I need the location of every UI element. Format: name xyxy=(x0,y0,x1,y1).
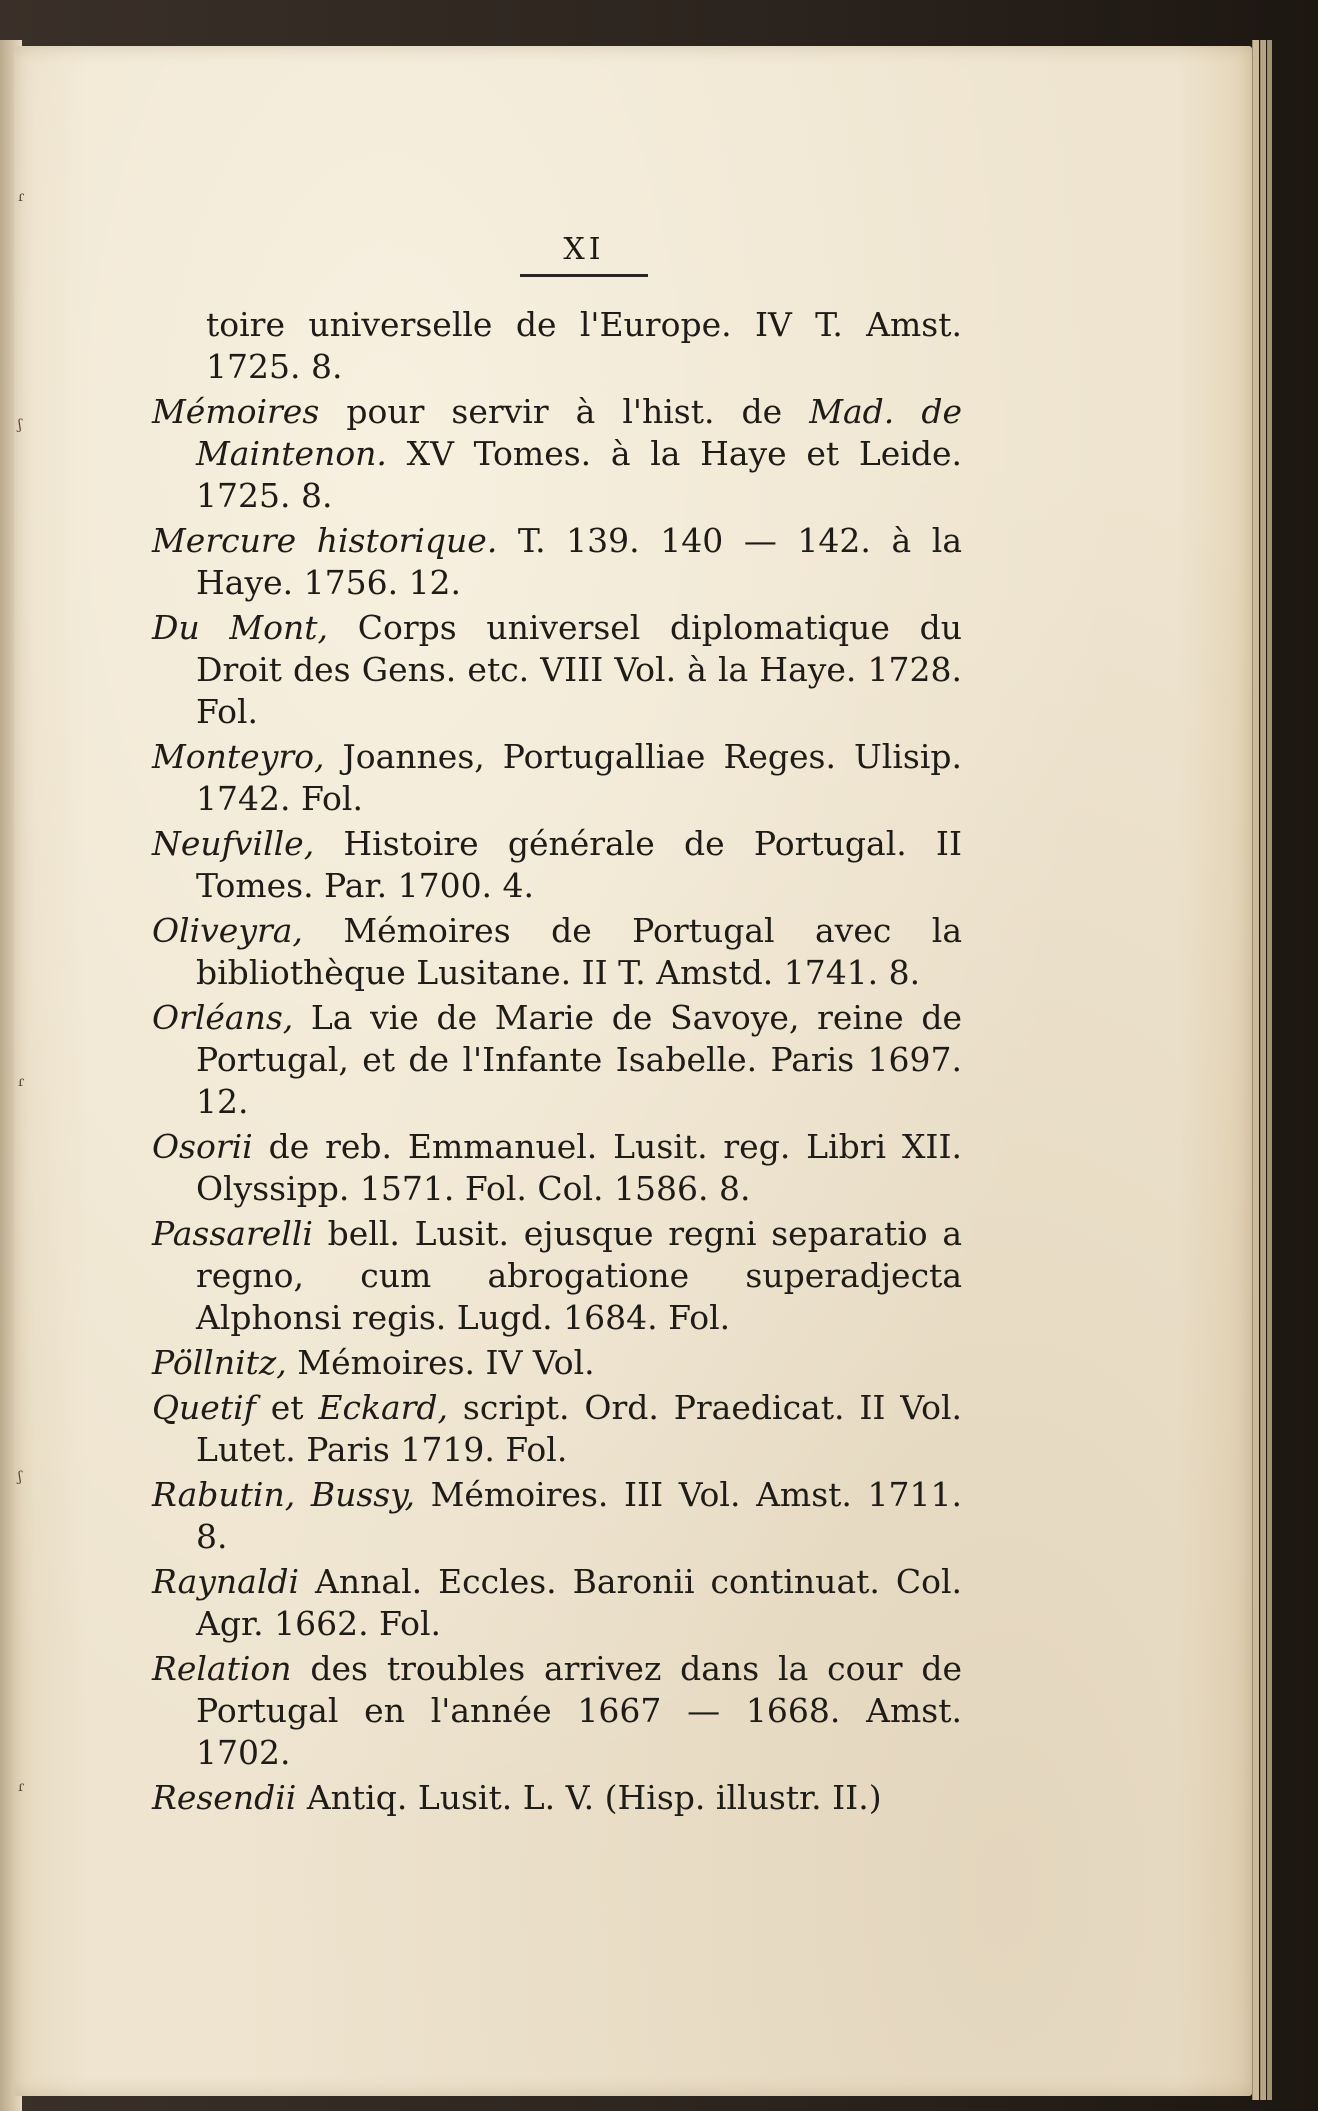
entry-text: Antiq. Lusit. L. V. (Hisp. illustr. II.) xyxy=(296,1778,882,1817)
entry-author: Oliveyra, xyxy=(152,911,303,950)
entry-author: Monteyro, xyxy=(152,737,325,776)
page-number: XI xyxy=(563,232,605,267)
list-item xyxy=(152,1126,962,1210)
entry-text: des troubles arrivez dans la cour de Portugal en l'année 1667 — 1668. Amst. 1702. xyxy=(196,1649,962,1772)
entry-text: Mémoires de Portugal avec la bibliothèque Lusitane. II T. Amstd. 1741. 8. xyxy=(196,911,962,992)
entry-text xyxy=(295,1475,311,1514)
list-item xyxy=(152,520,962,604)
stitch-mark: ɾ xyxy=(18,189,25,205)
entry-text: Corps universel diplomatique du Droit des Gens. etc. VIII Vol. à la Haye. 1728. Fol. xyxy=(196,608,962,731)
entry-author: Osorii xyxy=(152,1127,253,1166)
entry-author: Quetif xyxy=(152,1388,256,1427)
entry-text: Joannes, Portugalliae Reges. Ulisip. 1742. Fol. xyxy=(196,737,962,818)
list-item xyxy=(152,1387,962,1471)
entry-text-continued: script. Ord. Praedicat. II Vol. Lutet. Paris 1719. Fol. xyxy=(196,1388,962,1469)
list-item xyxy=(152,1777,962,1819)
entry-text: Mémoires. IV Vol. xyxy=(286,1343,595,1382)
stitch-mark: ʃ xyxy=(18,1469,22,1485)
list-item xyxy=(152,1648,962,1774)
entry-author: Raynaldi xyxy=(152,1562,300,1601)
entry-text: bell. Lusit. ejusque regni separatio a regno, cum abrogatione superadjecta Alphonsi regis. Lugd. 1684. Fol. xyxy=(196,1214,962,1337)
entry-text: T. 139. 140 — 142. à la Haye. 1756. 12. xyxy=(196,521,962,602)
list-item xyxy=(152,607,962,733)
header-rule xyxy=(520,274,648,277)
page-edge xyxy=(1267,40,1272,2100)
list-item xyxy=(152,910,962,994)
entry-author: Mercure historique. xyxy=(152,521,498,560)
entry-author: Du Mont, xyxy=(152,608,329,647)
stitch-mark: ɾ xyxy=(18,1074,25,1090)
entry-italic-part: Bussy, xyxy=(310,1475,415,1514)
entry-author: Passarelli xyxy=(152,1214,313,1253)
entry-text: Annal. Eccles. Baronii continuat. Col. Agr. 1662. Fol. xyxy=(196,1562,962,1643)
page-edge xyxy=(1252,40,1259,2100)
entry-text: toire universelle de l'Europe. IV T. Amst. 1725. 8. xyxy=(206,305,962,386)
entry-author: Resendii xyxy=(152,1778,297,1817)
entry-author: Pöllnitz, xyxy=(152,1343,287,1382)
stitch-mark: ɾ xyxy=(18,1779,25,1795)
list-item xyxy=(152,1561,962,1645)
list-item xyxy=(152,736,962,820)
entry-text-continued: XV Tomes. à la Haye et Leide. 1725. 8. xyxy=(196,434,962,515)
page-edge xyxy=(1260,40,1266,2100)
list-item xyxy=(152,1213,962,1339)
entry-text: et xyxy=(255,1388,319,1427)
list-item xyxy=(152,997,962,1123)
list-item xyxy=(206,304,962,388)
entry-text: de reb. Emmanuel. Lusit. reg. Libri XII. Olyssipp. 1571. Fol. Col. 1586. 8. xyxy=(196,1127,962,1208)
entry-author: Orléans, xyxy=(152,998,294,1037)
entry-text: Histoire générale de Portugal. II Tomes. Par. 1700. 4. xyxy=(196,824,962,905)
entry-author: Relation xyxy=(152,1649,292,1688)
entry-text-continued: Mémoires. III Vol. Amst. 1711. 8. xyxy=(196,1475,962,1556)
entry-author: Rabutin, xyxy=(152,1475,296,1514)
entry-author: Mémoires xyxy=(152,392,320,431)
stitch-mark: ʃ xyxy=(18,417,22,433)
bibliography-list xyxy=(152,304,962,1822)
entry-text: La vie de Marie de Savoye, reine de Portugal, et de l'Infante Isabelle. Paris 1697. 12. xyxy=(196,998,962,1121)
entry-author: Neufville, xyxy=(152,824,315,863)
entry-text: pour servir à l'hist. de xyxy=(319,392,810,431)
list-item xyxy=(152,1474,962,1558)
list-item xyxy=(152,391,962,517)
list-item xyxy=(152,823,962,907)
list-item xyxy=(152,1342,962,1384)
entry-italic-part: Eckard, xyxy=(318,1388,449,1427)
entry-italic-part: Mad. de Maintenon. xyxy=(196,392,962,473)
